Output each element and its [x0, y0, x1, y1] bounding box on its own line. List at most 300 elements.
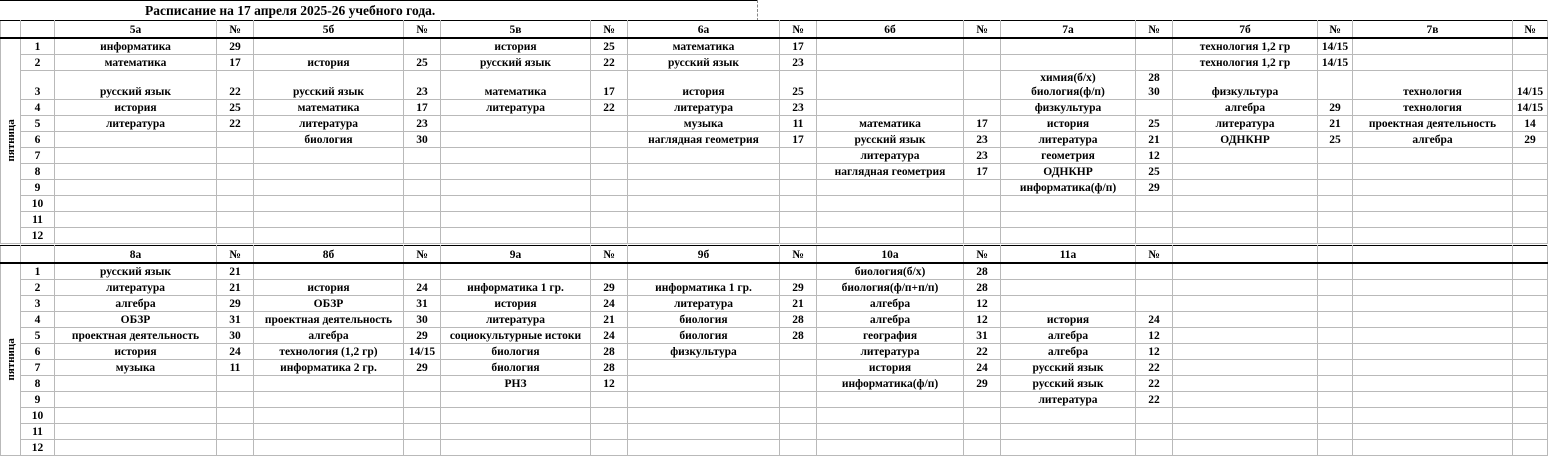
room-cell: 14/15 [1318, 38, 1353, 55]
subject-cell [1353, 408, 1513, 424]
subject-cell: технология 1,2 гр [1173, 38, 1318, 55]
room-cell: 21 [780, 296, 817, 312]
room-cell: 29 [964, 376, 1001, 392]
room-cell: 11 [217, 360, 254, 376]
subject-cell: история [254, 280, 404, 296]
room-cell [1513, 328, 1548, 344]
room-cell [217, 424, 254, 440]
room-cell [964, 408, 1001, 424]
room-cell [1318, 440, 1353, 456]
room-cell: 17 [780, 38, 817, 55]
subject-cell: биология [628, 328, 780, 344]
subject-cell: алгебра [55, 296, 217, 312]
room-cell [591, 180, 628, 196]
subject-cell [1001, 212, 1136, 228]
subject-cell [55, 424, 217, 440]
subject-cell: история [441, 38, 591, 55]
room-cell: 31 [404, 296, 441, 312]
subject-cell [1353, 392, 1513, 408]
subject-cell [1173, 360, 1318, 376]
lesson-row [1, 263, 1548, 280]
subject-cell [1001, 228, 1136, 244]
lesson-number: 9 [21, 180, 55, 196]
subject-cell [1353, 360, 1513, 376]
subject-cell: математика [817, 116, 964, 132]
room-cell: 12 [591, 376, 628, 392]
lesson-row [1, 116, 1548, 132]
room-cell: 12 [1136, 148, 1173, 164]
room-cell [1136, 263, 1173, 280]
subject-cell: алгебра [1173, 100, 1318, 116]
subject-cell: литература [1173, 116, 1318, 132]
room-cell [1513, 228, 1548, 244]
room-cell [217, 376, 254, 392]
lesson-row [1, 280, 1548, 296]
class-header: 9б [628, 246, 780, 264]
subject-cell [441, 116, 591, 132]
subject-cell [1173, 164, 1318, 180]
subject-cell [1001, 424, 1136, 440]
room-header: № [780, 21, 817, 39]
subject-cell: история [55, 344, 217, 360]
room-cell: 21 [1136, 132, 1173, 148]
subject-cell [441, 132, 591, 148]
corner-cell [1, 21, 21, 39]
subject-cell [1353, 55, 1513, 71]
room-cell: 12 [964, 312, 1001, 328]
class-header: 7а [1001, 21, 1136, 39]
room-cell [217, 164, 254, 180]
subject-cell: история [628, 71, 780, 100]
subject-cell [1173, 424, 1318, 440]
subject-cell [817, 212, 964, 228]
class-header: 5б [254, 21, 404, 39]
subject-cell: геометрия [1001, 148, 1136, 164]
room-cell [404, 392, 441, 408]
room-cell: 22 [1136, 360, 1173, 376]
room-cell [1136, 38, 1173, 55]
lesson-row [1, 440, 1548, 456]
lesson-number: 8 [21, 376, 55, 392]
room-cell: 25 [591, 38, 628, 55]
class-header: 6а [628, 21, 780, 39]
room-cell: 24 [591, 328, 628, 344]
subject-line: биология(ф/п) [1031, 86, 1105, 98]
corner-cell [1, 246, 21, 264]
room-cell [780, 263, 817, 280]
room-cell: 25 [1136, 164, 1173, 180]
subject-cell [1001, 71, 1136, 100]
room-cell [1318, 424, 1353, 440]
room-header: № [217, 246, 254, 264]
room-cell [1513, 148, 1548, 164]
room-cell: 28 [591, 344, 628, 360]
room-cell [217, 132, 254, 148]
subject-cell [254, 228, 404, 244]
room-cell: 25 [404, 55, 441, 71]
room-cell [1513, 344, 1548, 360]
subject-cell: биология [441, 360, 591, 376]
class-header: 7в [1353, 21, 1513, 39]
subject-cell [1353, 212, 1513, 228]
room-cell [964, 228, 1001, 244]
room-cell: 29 [217, 296, 254, 312]
lesson-number: 7 [21, 360, 55, 376]
subject-cell [55, 408, 217, 424]
subject-cell [1173, 344, 1318, 360]
room-cell [1318, 344, 1353, 360]
room-cell [964, 100, 1001, 116]
room-cell: 23 [404, 71, 441, 100]
room-cell [591, 196, 628, 212]
room-header: № [1318, 21, 1353, 39]
subject-cell: литература [254, 116, 404, 132]
subject-cell [1173, 312, 1318, 328]
class-header: 10а [817, 246, 964, 264]
subject-cell: литература [55, 116, 217, 132]
room-cell: 17 [404, 100, 441, 116]
room-cell [1513, 164, 1548, 180]
room-cell [1136, 228, 1173, 244]
subject-cell [628, 408, 780, 424]
class-header: 8а [55, 246, 217, 264]
room-cell [591, 228, 628, 244]
room-cell [780, 408, 817, 424]
room-cell [217, 148, 254, 164]
subject-cell [628, 180, 780, 196]
room-cell [404, 212, 441, 228]
subject-cell: технология (1,2 гр) [254, 344, 404, 360]
subject-cell [1353, 328, 1513, 344]
room-cell: 24 [217, 344, 254, 360]
day-label: пятница [1, 263, 21, 456]
room-cell [591, 116, 628, 132]
subject-cell [441, 392, 591, 408]
room-cell: 22 [1136, 392, 1173, 408]
subject-cell: литература [628, 296, 780, 312]
room-cell [1136, 408, 1173, 424]
room-cell [1318, 228, 1353, 244]
room-cell: 29 [404, 328, 441, 344]
subject-cell: математика [55, 55, 217, 71]
room-cell: 11 [780, 116, 817, 132]
room-cell [217, 212, 254, 228]
subject-cell: русский язык [254, 71, 404, 100]
room-cell: 23 [404, 116, 441, 132]
subject-cell: информатика 2 гр. [254, 360, 404, 376]
subject-cell: ОДНКНР [1001, 164, 1136, 180]
subject-cell [1173, 376, 1318, 392]
room-cell [404, 424, 441, 440]
subject-cell [1001, 55, 1136, 71]
subject-cell: математика [254, 100, 404, 116]
subject-cell [254, 38, 404, 55]
room-cell [1318, 180, 1353, 196]
lesson-row [1, 328, 1548, 344]
room-cell: 30 [404, 312, 441, 328]
subject-cell [1353, 424, 1513, 440]
class-header: 5а [55, 21, 217, 39]
subject-cell [254, 440, 404, 456]
subject-cell [1001, 296, 1136, 312]
subject-cell [1001, 440, 1136, 456]
subject-cell [1353, 440, 1513, 456]
room-header: № [217, 21, 254, 39]
room-cell [591, 212, 628, 228]
room-cell [1318, 392, 1353, 408]
room-cell: 29 [404, 360, 441, 376]
subject-cell: русский язык [55, 71, 217, 100]
room-cell: 23 [964, 148, 1001, 164]
room-header: № [964, 246, 1001, 264]
subject-cell: история [441, 296, 591, 312]
room-cell: 14/15 [1513, 100, 1548, 116]
schedule-table-lower [0, 245, 1548, 456]
subject-cell [1173, 328, 1318, 344]
room-cell: 29 [217, 38, 254, 55]
subject-cell [1173, 228, 1318, 244]
room-cell: 30 [404, 132, 441, 148]
room-cell [1513, 196, 1548, 212]
subject-cell [1353, 376, 1513, 392]
subject-cell [1353, 280, 1513, 296]
room-header: № [591, 246, 628, 264]
room-cell [1318, 148, 1353, 164]
room-cell: 17 [591, 71, 628, 100]
subject-cell [441, 440, 591, 456]
lesson-row [1, 100, 1548, 116]
subject-cell [55, 164, 217, 180]
subject-cell [628, 263, 780, 280]
room-cell: 24 [404, 280, 441, 296]
lesson-number: 5 [21, 328, 55, 344]
subject-cell [441, 408, 591, 424]
room-cell [1513, 38, 1548, 55]
room-cell: 21 [217, 263, 254, 280]
room-cell [404, 196, 441, 212]
subject-cell [254, 424, 404, 440]
subject-cell [628, 228, 780, 244]
subject-cell: информатика [55, 38, 217, 55]
room-cell: 28 [964, 280, 1001, 296]
room-cell [591, 164, 628, 180]
room-cell [1136, 71, 1173, 100]
subject-cell [55, 376, 217, 392]
room-cell: 31 [217, 312, 254, 328]
subject-cell: музыка [55, 360, 217, 376]
room-cell [1318, 263, 1353, 280]
subject-cell [55, 180, 217, 196]
subject-cell: проектная деятельность [1353, 116, 1513, 132]
lesson-row [1, 164, 1548, 180]
lesson-row [1, 196, 1548, 212]
subject-cell: литература [1001, 132, 1136, 148]
room-cell [780, 164, 817, 180]
subject-cell [817, 100, 964, 116]
room-cell [780, 180, 817, 196]
subject-cell: литература [55, 280, 217, 296]
subject-cell: литература [628, 100, 780, 116]
room-cell [1513, 180, 1548, 196]
room-header: № [780, 246, 817, 264]
class-header: 11а [1001, 246, 1136, 264]
class-header [1353, 246, 1513, 264]
room-cell: 21 [217, 280, 254, 296]
room-cell: 12 [964, 296, 1001, 312]
subject-cell: история [254, 55, 404, 71]
room-cell: 17 [964, 164, 1001, 180]
subject-cell [1353, 148, 1513, 164]
lesson-number: 1 [21, 263, 55, 280]
room-cell [1513, 360, 1548, 376]
subject-cell: история [55, 100, 217, 116]
subject-cell [1173, 296, 1318, 312]
room-cell: 25 [780, 71, 817, 100]
subject-cell: наглядная геометрия [628, 132, 780, 148]
room-cell [404, 164, 441, 180]
room-cell [1513, 55, 1548, 71]
subject-cell [817, 71, 964, 100]
room-cell: 24 [964, 360, 1001, 376]
room-cell: 28 [780, 312, 817, 328]
class-header: 5в [441, 21, 591, 39]
subject-cell [441, 164, 591, 180]
subject-cell [817, 392, 964, 408]
subject-cell [55, 132, 217, 148]
subject-cell [628, 392, 780, 408]
room-header: № [404, 21, 441, 39]
subject-cell: проектная деятельность [55, 328, 217, 344]
subject-cell [628, 440, 780, 456]
header-row [1, 21, 1548, 39]
lesson-number: 10 [21, 408, 55, 424]
subject-cell: литература [441, 100, 591, 116]
subject-cell: биология [628, 312, 780, 328]
room-cell [1318, 408, 1353, 424]
room-line: 30 [1148, 86, 1160, 98]
subject-cell: биология(б/х) [817, 263, 964, 280]
room-cell [1136, 296, 1173, 312]
subject-cell [254, 263, 404, 280]
room-cell [1513, 312, 1548, 328]
lesson-row [1, 312, 1548, 328]
subject-cell [1173, 196, 1318, 212]
subject-cell [55, 440, 217, 456]
room-cell: 12 [1136, 344, 1173, 360]
subject-cell [441, 180, 591, 196]
room-cell [1136, 424, 1173, 440]
subject-cell: литература [441, 312, 591, 328]
subject-cell [628, 164, 780, 180]
room-cell [404, 228, 441, 244]
room-cell [591, 392, 628, 408]
class-header: 9а [441, 246, 591, 264]
subject-cell [1353, 344, 1513, 360]
subject-cell [441, 196, 591, 212]
subject-cell [254, 180, 404, 196]
lesson-number: 4 [21, 312, 55, 328]
room-cell [1136, 55, 1173, 71]
subject-cell: алгебра [817, 296, 964, 312]
subject-cell: технология [1353, 100, 1513, 116]
room-cell [964, 55, 1001, 71]
subject-cell [441, 263, 591, 280]
room-header: № [1513, 21, 1548, 39]
subject-cell [1173, 392, 1318, 408]
room-cell: 25 [1136, 116, 1173, 132]
subject-cell [254, 164, 404, 180]
room-cell [780, 196, 817, 212]
room-header: № [591, 21, 628, 39]
room-cell: 23 [780, 100, 817, 116]
subject-cell: технология [1353, 71, 1513, 100]
subject-cell: алгебра [1353, 132, 1513, 148]
room-cell [1318, 280, 1353, 296]
room-cell [217, 196, 254, 212]
room-cell [591, 263, 628, 280]
room-cell [1318, 296, 1353, 312]
room-cell: 29 [780, 280, 817, 296]
room-cell: 12 [1136, 328, 1173, 344]
corner-cell [21, 21, 55, 39]
subject-cell [1353, 228, 1513, 244]
lesson-row [1, 212, 1548, 228]
room-cell: 23 [780, 55, 817, 71]
room-cell [1318, 164, 1353, 180]
subject-cell [628, 360, 780, 376]
room-cell [780, 424, 817, 440]
room-cell: 22 [217, 71, 254, 100]
room-cell [964, 71, 1001, 100]
class-header: 8б [254, 246, 404, 264]
subject-cell: история [1001, 312, 1136, 328]
subject-cell: литература [817, 344, 964, 360]
lesson-row [1, 376, 1548, 392]
room-cell [780, 212, 817, 228]
room-cell: 28 [591, 360, 628, 376]
lesson-number: 6 [21, 344, 55, 360]
lesson-number: 11 [21, 212, 55, 228]
room-cell: 22 [591, 55, 628, 71]
room-cell: 22 [217, 116, 254, 132]
lesson-number: 3 [21, 71, 55, 100]
lesson-number: 2 [21, 280, 55, 296]
room-cell [217, 440, 254, 456]
subject-cell [1001, 38, 1136, 55]
subject-cell: информатика 1 гр. [441, 280, 591, 296]
subject-cell: русский язык [817, 132, 964, 148]
room-cell [964, 440, 1001, 456]
lesson-row [1, 38, 1548, 55]
room-cell [780, 344, 817, 360]
lesson-row [1, 344, 1548, 360]
subject-cell: биология(ф/п+п/п) [817, 280, 964, 296]
subject-cell: проектная деятельность [254, 312, 404, 328]
room-cell [780, 148, 817, 164]
lesson-row [1, 360, 1548, 376]
subject-cell: информатика(ф/п) [817, 376, 964, 392]
room-cell [1318, 328, 1353, 344]
room-cell: 25 [1318, 132, 1353, 148]
room-cell [1513, 424, 1548, 440]
room-cell [1318, 376, 1353, 392]
room-header: № [1136, 246, 1173, 264]
lesson-row [1, 424, 1548, 440]
lesson-number: 10 [21, 196, 55, 212]
room-cell [404, 263, 441, 280]
subject-cell [1353, 312, 1513, 328]
subject-cell [1353, 38, 1513, 55]
